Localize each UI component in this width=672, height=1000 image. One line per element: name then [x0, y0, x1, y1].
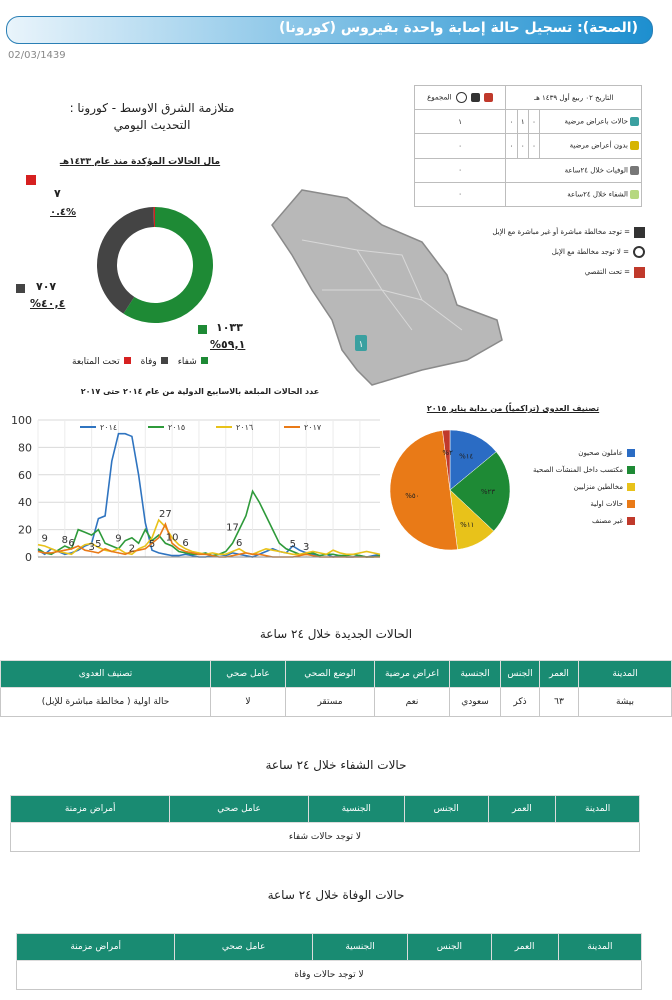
y-tick-label: 100	[11, 414, 32, 427]
infographic-title-line2: التحديث اليومي	[113, 118, 191, 132]
y-tick-label: 40	[18, 496, 32, 510]
total-header: المجموع	[427, 93, 452, 102]
data-label: 2	[128, 543, 136, 555]
followup-count: ٧	[54, 187, 61, 200]
legend-camel-contact: = توجد مخالطة مباشرة أو غير مباشرة مع الإبل	[470, 222, 645, 242]
pie-legend	[505, 444, 635, 529]
summary-table	[414, 85, 642, 207]
pie-legend-item: غير مصنف	[505, 512, 635, 529]
legend-recovered: شفاء	[178, 357, 208, 367]
y-tick-label: 60	[18, 468, 32, 482]
data-label: 5	[289, 539, 297, 551]
donut-slice-deaths	[97, 207, 154, 314]
legend-followup: تحت المتابعة	[72, 357, 131, 367]
data-label: 5	[148, 539, 156, 551]
header-banner	[6, 16, 653, 44]
pie-slice-label: %٢٣	[480, 488, 496, 497]
map-marker-label: ١	[358, 340, 364, 350]
y-tick-label: 80	[18, 441, 32, 455]
series-line-0	[38, 434, 380, 557]
table-row: لا توجد حالات شفاء	[11, 823, 640, 852]
camel-icon	[471, 93, 480, 102]
deaths-title: حالات الوفاة خلال ٢٤ ساعة	[267, 888, 405, 902]
deaths-legend-swatch	[16, 284, 25, 293]
recoveries-title: حالات الشفاء خلال ٢٤ ساعة	[265, 758, 407, 772]
recovered-legend-swatch	[198, 325, 207, 334]
contact-legend	[470, 222, 645, 282]
asymptomatic-icon	[630, 141, 639, 150]
donut-legend	[72, 357, 208, 367]
pie-legend-item: حالات اولية	[505, 495, 635, 512]
camel-icon	[634, 227, 645, 238]
legend-label: ٢٠١٧	[304, 423, 322, 432]
weekly-cases-line-chart	[0, 405, 392, 575]
pie-slice-label: %٢	[442, 449, 453, 458]
table-row: لا توجد حالات وفاة	[17, 961, 642, 990]
data-label: 3	[88, 541, 95, 553]
data-label: 27	[159, 509, 172, 521]
y-tick-label: 20	[18, 523, 32, 537]
data-label: 6	[235, 537, 243, 549]
legend-label: ٢٠١٥	[168, 423, 186, 432]
recovered-pct: %٥٩,١	[210, 338, 246, 351]
new-cases-title: الحالات الجديدة خلال ٢٤ ساعة	[259, 627, 413, 641]
summary-row-deaths: الوفيات خلال ٢٤ساعة ٠	[415, 158, 642, 182]
table-row: بيشة ٦٣ ذكر سعودي نعم مستقر لا حالة اولية ( مخالطة مباشرة للإبل)	[1, 688, 672, 717]
summary-header-icons	[415, 86, 506, 110]
recoveries-table	[10, 795, 640, 852]
pie-chart-title: تصنيف العدوى (تراكمياً) من بداية يناير ٢٠١٥	[426, 404, 600, 413]
followup-legend-swatch	[26, 175, 36, 185]
data-label: 6	[68, 537, 75, 549]
donut-subtitle: مال الحالات المؤكدة منذ عام ١٤٣٣هـ	[59, 157, 221, 167]
pie-legend-item: عاملون صحيون	[505, 444, 635, 461]
data-label: 3	[303, 541, 310, 553]
saudi-map	[262, 180, 512, 390]
data-label: 9	[41, 533, 48, 545]
outcome-donut-chart	[60, 195, 220, 335]
date-stamp: 02/03/1439	[8, 50, 66, 61]
death-icon	[630, 166, 639, 175]
pie-slice-label: %١٤	[459, 452, 474, 461]
followup-pct: ٠.٤%	[50, 207, 77, 218]
infection-pie-chart	[385, 425, 515, 555]
infographic-title	[62, 100, 242, 134]
no-camel-icon	[633, 246, 645, 258]
data-label: 10	[165, 532, 179, 544]
summary-row-asymptomatic: بدون أعراض مرضية ٠ ٠ ٠ ٠	[415, 134, 642, 158]
pie-legend-item: مكتسب داخل المنشآت الصحية	[505, 461, 635, 478]
table-header-row: المدينة العمر الجنس الجنسية عامل صحي أمراض مزمنة	[17, 934, 642, 961]
deaths-table	[16, 933, 642, 990]
no-camel-icon	[456, 92, 467, 103]
legend-label: ٢٠١٦	[236, 423, 254, 432]
data-label: 17	[226, 522, 239, 534]
pie-legend-item: مخالطين منزليين	[505, 478, 635, 495]
symptomatic-icon	[630, 117, 639, 126]
data-label: 5	[95, 539, 102, 551]
recovery-icon	[630, 190, 639, 199]
legend-no-camel-contact: = لا توجد مخالطة مع الإبل	[470, 242, 645, 262]
deaths-count: ٧٠٧	[36, 280, 57, 293]
data-label: 8	[61, 535, 69, 547]
deaths-pct: %٤٠,٤	[30, 297, 66, 310]
question-icon	[484, 93, 493, 102]
pie-slice-label: %٥٠	[405, 491, 420, 500]
summary-row-symptomatic: حالات باعراض مرضية ٠ ١ ٠ ١	[415, 110, 642, 134]
map-shape	[272, 190, 502, 385]
new-cases-table	[0, 660, 672, 717]
recovered-count: ١٠٣٣	[216, 321, 243, 334]
legend-deaths: وفاة	[141, 357, 168, 367]
data-label: 9	[115, 533, 122, 545]
y-tick-label: 0	[25, 551, 32, 564]
data-label: 6	[182, 537, 189, 549]
pie-slice-label: %١١	[460, 520, 475, 529]
line-chart-title: عدد الحالات المبلغة بالاسابيع الدولية من عام ٢٠١٤ حتى ٢٠١٧	[80, 387, 320, 396]
table-header-row: المدينة العمر الجنس الجنسية اعراض مرضية الوضع الصحي عامل صحي تصنيف العدوى	[1, 661, 672, 688]
table-header-row: المدينة العمر الجنس الجنسية عامل صحي أمراض مزمنة	[11, 796, 640, 823]
question-icon	[634, 267, 645, 278]
legend-under-investigation: = تحت التقصي	[470, 262, 645, 282]
summary-date-cell: التاريخ ٠٢ ربيع أول ١٤٣٩ هـ	[506, 86, 642, 110]
infographic-title-line1: متلازمة الشرق الاوسط - كورونا :	[69, 101, 235, 115]
summary-row-recoveries: الشفاء خلال ٢٤ساعة ٠	[415, 182, 642, 206]
legend-label: ٢٠١٤	[100, 423, 118, 432]
page-title: (الصحة): تسجيل حالة إصابة واحدة بفيروس (كورونا)	[278, 20, 638, 36]
